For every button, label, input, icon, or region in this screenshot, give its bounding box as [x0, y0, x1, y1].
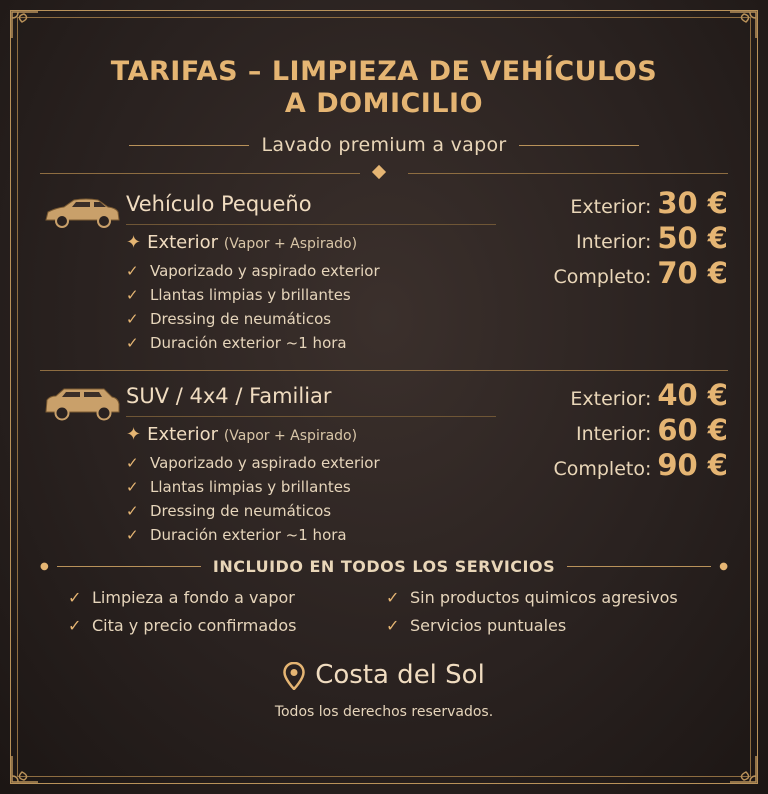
title-line-1: TARIFAS – LIMPIEZA DE VEHÍCULOS	[110, 56, 658, 87]
list-item: ✓ Limpieza a fondo a vapor	[68, 586, 386, 610]
price-row: Interior: 60 €	[575, 413, 728, 447]
diamond-divider	[40, 170, 728, 178]
price-row: Completo: 90 €	[553, 448, 728, 482]
list-item: ✓ Dressing de neumáticos	[126, 499, 380, 523]
suv-icon	[42, 384, 122, 424]
title-line-2: A DOMICILIO	[284, 88, 484, 119]
divider	[129, 145, 249, 146]
list-item: ✓ Llantas limpias y brillantes	[126, 475, 380, 499]
service-list	[126, 424, 380, 547]
divider	[519, 145, 639, 146]
list-item: ✓ Duración exterior ~1 hora	[126, 523, 380, 547]
check-icon: ✓	[126, 502, 139, 520]
service-heading	[126, 232, 380, 253]
check-icon: ✓	[126, 478, 139, 496]
rights-text: Todos los derechos reservados.	[274, 704, 494, 720]
corner-ornament-icon	[8, 746, 48, 786]
location-text: Costa del Sol	[315, 660, 485, 690]
car-icon	[42, 192, 122, 232]
included-list	[68, 586, 728, 638]
service-heading-note: (Vapor + Aspirado)	[223, 428, 358, 444]
price-list	[468, 378, 728, 483]
subtitle-row	[0, 132, 768, 158]
service-heading-label: Exterior	[147, 424, 219, 445]
subtitle: Lavado premium a vapor	[261, 134, 507, 156]
section-underline	[126, 224, 496, 225]
section-title: SUV / 4x4 / Familiar	[126, 384, 332, 408]
list-item: ✓ Vaporizado y aspirado exterior	[126, 259, 380, 283]
list-item: ✓ Llantas limpias y brillantes	[126, 283, 380, 307]
included-title: INCLUIDO EN TODOS LOS SERVICIOS	[212, 556, 556, 576]
list-item: ✓ Duración exterior ~1 hora	[126, 331, 380, 355]
check-icon: ✓	[126, 526, 139, 544]
section-divider	[40, 370, 728, 371]
check-icon: ✓	[126, 334, 139, 352]
corner-ornament-icon	[720, 8, 760, 48]
list-item: ✓ Vaporizado y aspirado exterior	[126, 451, 380, 475]
corner-ornament-icon	[8, 8, 48, 48]
sparkle-icon: ✦	[126, 232, 142, 253]
price-row: Exterior: 30 €	[570, 186, 728, 220]
service-heading-label: Exterior	[147, 232, 219, 253]
price-list	[468, 186, 728, 291]
section-underline	[126, 416, 496, 417]
check-icon: ✓	[126, 262, 139, 280]
check-icon: ✓	[386, 588, 400, 607]
list-item: ✓ Cita y precio confirmados	[68, 614, 386, 638]
location	[0, 660, 768, 690]
check-icon: ✓	[68, 616, 82, 635]
included-heading-row	[40, 556, 728, 576]
dot-icon: ●	[40, 560, 49, 572]
check-icon: ✓	[126, 286, 139, 304]
list-item: ✓ Servicios puntuales	[386, 614, 726, 638]
check-icon: ✓	[126, 310, 139, 328]
price-row: Exterior: 40 €	[570, 378, 728, 412]
price-row: Completo: 70 €	[553, 256, 728, 290]
price-row: Interior: 50 €	[575, 221, 728, 255]
check-icon: ✓	[386, 616, 400, 635]
page-title	[0, 56, 768, 120]
service-heading	[126, 424, 380, 445]
list-item: ✓ Dressing de neumáticos	[126, 307, 380, 331]
location-pin-icon	[283, 662, 305, 690]
list-item: ✓ Sin productos quimicos agresivos	[386, 586, 726, 610]
check-icon: ✓	[126, 454, 139, 472]
service-heading-note: (Vapor + Aspirado)	[223, 236, 358, 252]
section-title: Vehículo Pequeño	[126, 192, 312, 216]
service-list	[126, 232, 380, 355]
sparkle-icon: ✦	[126, 424, 142, 445]
corner-ornament-icon	[720, 746, 760, 786]
check-icon: ✓	[68, 588, 82, 607]
dot-icon: ●	[719, 560, 728, 572]
